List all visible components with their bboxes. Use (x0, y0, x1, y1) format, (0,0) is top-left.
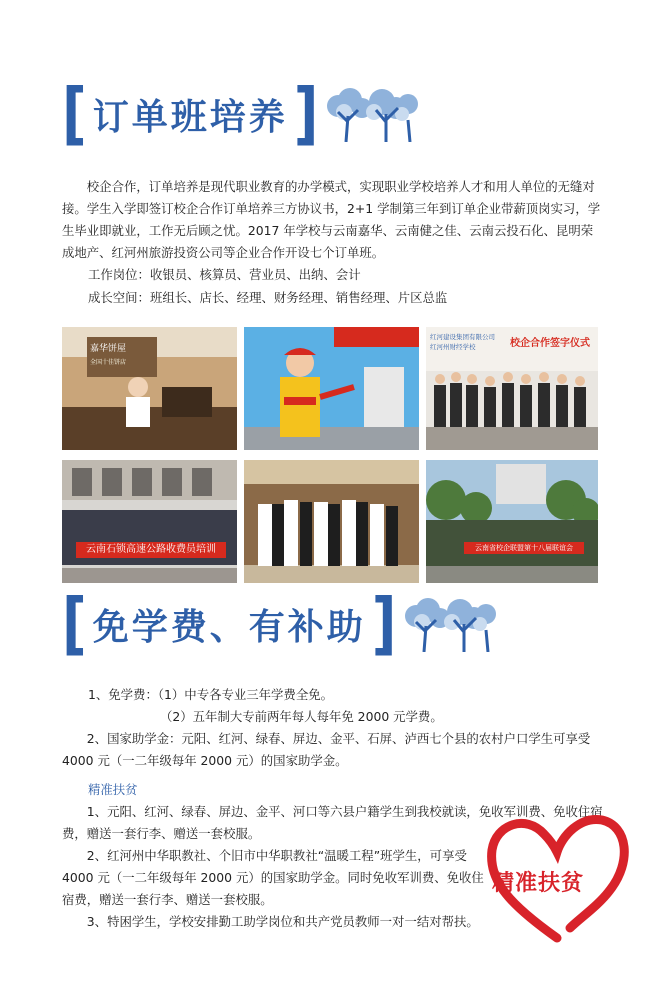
left-bracket: [ (62, 74, 87, 153)
tuition-free-line: 1、免学费：（1）中专各专业三年学费全免。 (88, 687, 333, 702)
section-title-text: 订单班培养 (92, 96, 288, 138)
section-title-tuition (62, 584, 500, 663)
right-bracket: ] (293, 74, 319, 153)
highway-training-banner: 云南石锁高速公路收费员培训 (76, 542, 226, 558)
poverty-logo-text: 精准扶贫 (492, 870, 585, 896)
ceremony-banner-title: 校企合作签字仪式 (510, 338, 590, 349)
photo-gas-station-attendant (244, 327, 419, 450)
photo-bakery-counter (62, 327, 237, 450)
trees-decoration-icon (324, 86, 422, 142)
bakery-sign-small: 全国十佳饼店 (90, 359, 127, 366)
ceremony-banner-company: 红河建设集团有限公司 (430, 333, 495, 341)
orders-intro-paragraph: 校企合作，订单培养是现代职业教育的办学模式，实现职业学校培养人才和用人单位的无缝对接。学生入学即签订校企合作订单培养三方协议书，2+1 学制第三年到订单企业带薪顶岗实习，学生毕业即就业，工作无后顾之忧。2017 年学校与云南嘉华、云南健之佳、云南云投石化、昆明荣成地产、红河州旅游投资公司等企业合作开设七个订单班。 (62, 179, 601, 260)
national-grant-paragraph: 2、国家助学金：元阳、红河、绿春、屏边、金平、石屏、泸西七个县的农村户口学生可享受 4000 元（一二年级每年 2000 元）的国家助学金。 (62, 731, 591, 768)
left-bracket: [ (62, 584, 87, 663)
poverty-item-2: 2、红河州中华职教社、个旧市中华职教社“温暖工程”班学生，可享受 4000 元（一二年级每年 2000 元）的国家助学金。同时免收军训费、免收住宿费，赠送一套行李、赠送一套校服。 (62, 848, 484, 907)
bakery-sign: 嘉华饼屋 (90, 344, 127, 354)
photo-alliance-group (426, 460, 598, 583)
poverty-item-3: 3、特困学生，学校安排勤工助学岗位和共产党员教师一对一结对帮扶。 (86, 914, 479, 929)
poverty-subheading: 精准扶贫 (88, 782, 138, 797)
photo-bakery-staff-group (244, 460, 419, 583)
poverty-item-1: 1、元阳、红河、绿春、屏边、金平、河口等六县户籍学生到我校就读，免收军训费、免收住宿费，赠送一套行李、赠送一套校服。 (62, 804, 603, 841)
section-title-text: 免学费、有补助 (92, 606, 366, 648)
ceremony-banner-school: 红河州财经学校 (430, 343, 476, 351)
photo-highway-training-group (62, 460, 237, 583)
photo-signing-ceremony (426, 327, 598, 450)
trees-decoration-icon (402, 596, 500, 652)
right-bracket: ] (371, 584, 397, 663)
tuition-five-year-line: （2）五年制大专前两年每人每年免 2000 元学费。 (160, 709, 443, 724)
poverty-heart-logo (482, 806, 632, 946)
growth-space-line: 成长空间：班组长、店长、经理、财务经理、销售经理、片区总监 (88, 290, 448, 305)
section-title-orders (62, 74, 422, 153)
job-positions-line: 工作岗位：收银员、核算员、营业员、出纳、会计 (88, 267, 361, 282)
alliance-banner: 云南省校企联盟第十八届联谊会 (464, 542, 584, 554)
